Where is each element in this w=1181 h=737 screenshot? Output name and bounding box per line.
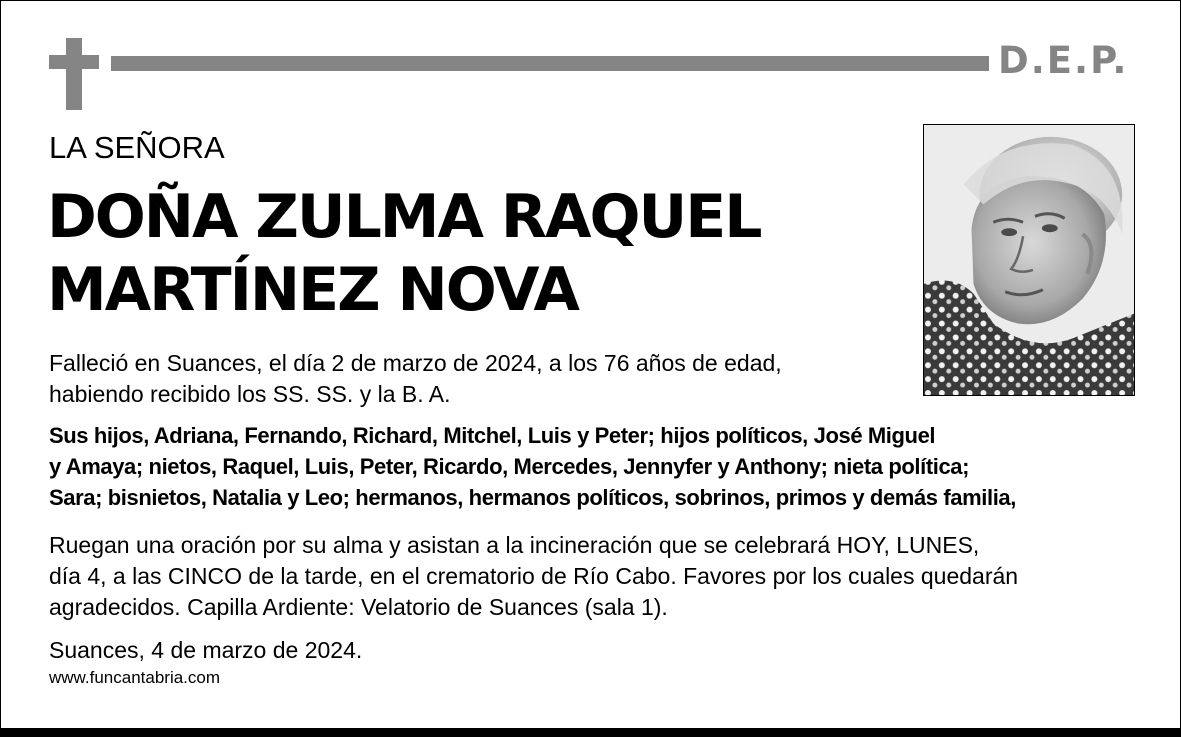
cross-horizontal-bar (49, 55, 99, 69)
family-paragraph (49, 420, 1016, 513)
dep-label: D.E.P. (998, 39, 1129, 82)
service-line-2: día 4, a las CINCO de la tarde, en el crematorio de Río Cabo. Favores por los cuales quedarán (49, 563, 1019, 589)
deceased-name-line-1: DOÑA ZULMA RAQUEL (47, 182, 761, 252)
website-link[interactable]: www.funcantabria.com (49, 668, 221, 687)
death-announcement (49, 348, 782, 410)
portrait-photo (923, 124, 1135, 396)
family-line-1: Sus hijos, Adriana, Fernando, Richard, Mitchel, Luis y Peter; hijos políticos, José Miguel (49, 423, 936, 448)
cross-vertical-bar (66, 38, 82, 110)
family-line-3: Sara; bisnietos, Natalia y Leo; hermanos, hermanos políticos, sobrinos, primos y demás familia, (49, 485, 1016, 510)
deceased-name (47, 181, 907, 327)
death-line-2: habiendo recibido los SS. SS. y la B. A. (49, 381, 451, 407)
family-line-2: y Amaya; nietos, Raquel, Luis, Peter, Ricardo, Mercedes, Jennyfer y Anthony; nieta política; (49, 454, 970, 479)
place-date: Suances, 4 de marzo de 2024. (49, 637, 363, 663)
deceased-name-line-2: MARTÍNEZ NOVA (47, 255, 578, 325)
service-paragraph (49, 530, 1018, 623)
header-rule (111, 56, 989, 71)
death-line-1: Falleció en Suances, el día 2 de marzo de 2024, a los 76 años de edad, (49, 350, 782, 376)
portrait-illustration (924, 125, 1134, 395)
service-line-3: agradecidos. Capilla Ardiente: Velatorio de Suances (sala 1). (49, 594, 668, 620)
latin-cross-icon (49, 38, 99, 110)
deceased-title: LA SEÑORA (49, 130, 225, 165)
service-line-1: Ruegan una oración por su alma y asistan a la incineración que se celebrará HOY, LUNES, (49, 532, 980, 558)
